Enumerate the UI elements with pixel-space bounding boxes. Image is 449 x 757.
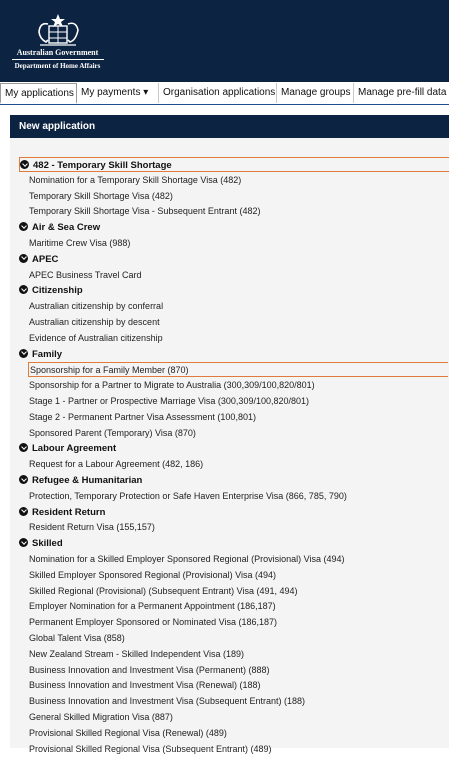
category-header[interactable]	[19, 441, 449, 456]
application-link[interactable]: Sponsorship for a Family Member (870)	[28, 362, 448, 377]
chevron-down-icon	[19, 349, 28, 358]
chevron-down-icon	[19, 254, 28, 263]
application-link[interactable]: Stage 2 - Permanent Partner Visa Assessment (100,801)	[29, 411, 256, 422]
org-line-1: Australian Government	[16, 48, 99, 57]
application-link[interactable]: Australian citizenship by descent	[29, 317, 160, 327]
application-link[interactable]: Global Talent Visa (858)	[29, 633, 125, 643]
tab-my-applications[interactable]: My applications	[0, 83, 77, 104]
application-link[interactable]: Provisional Skilled Regional Visa (Renewal) (489)	[29, 727, 227, 738]
application-link[interactable]: Employer Nomination for a Permanent Appointment (186,187)	[29, 601, 276, 612]
application-link[interactable]: Permanent Employer Sponsored or Nominated Visa (186,187)	[29, 617, 277, 628]
category-header[interactable]	[19, 157, 449, 172]
chevron-down-icon	[19, 538, 28, 547]
application-link[interactable]: Skilled Employer Sponsored Regional (Provisional) Visa (494)	[29, 569, 276, 580]
application-link[interactable]: General Skilled Migration Visa (887)	[29, 712, 173, 722]
category-header[interactable]	[19, 220, 449, 235]
chevron-down-icon	[19, 222, 28, 231]
application-link[interactable]: Protection, Temporary Protection or Safe Haven Enterprise Visa (866, 785, 790)	[29, 490, 347, 501]
application-link[interactable]: Business Innovation and Investment Visa (Renewal) (188)	[29, 680, 261, 691]
chevron-down-icon	[19, 475, 28, 484]
chevron-down-icon	[19, 507, 28, 516]
application-link[interactable]: Sponsorship for a Partner to Migrate to Australia (300,309/100,820/801)	[29, 380, 315, 391]
application-link[interactable]: Stage 1 - Partner or Prospective Marriage Visa (300,309/100,820/801)	[29, 396, 309, 406]
category-header[interactable]	[19, 283, 449, 298]
tab-organisation-applications[interactable]: Organisation applications	[159, 83, 277, 103]
application-link[interactable]: Skilled Regional (Provisional) (Subsequent Entrant) Visa (491, 494)	[29, 585, 298, 596]
category-label: 482 - Temporary Skill Shortage	[33, 160, 172, 171]
application-link[interactable]: New Zealand Stream - Skilled Independent Visa (189)	[29, 648, 244, 659]
application-link[interactable]: Maritime Crew Visa (988)	[29, 238, 131, 248]
application-link[interactable]: Nomination for a Skilled Employer Sponsored Regional (Provisional) Visa (494)	[29, 554, 345, 564]
category-label: Air & Sea Crew	[32, 222, 101, 234]
chevron-down-icon	[19, 285, 28, 294]
application-link[interactable]: Nomination for a Temporary Skill Shortage Visa (482)	[29, 174, 242, 185]
application-link[interactable]: Australian citizenship by conferral	[29, 301, 164, 312]
category-label: Citizenship	[32, 285, 83, 297]
application-link[interactable]: Provisional Skilled Regional Visa (Subsequent Entrant) (489)	[29, 743, 272, 754]
category-header[interactable]	[19, 252, 449, 267]
category-header[interactable]	[19, 505, 449, 520]
category-label: Skilled	[32, 538, 63, 550]
application-link[interactable]: Sponsored Parent (Temporary) Visa (870)	[29, 427, 196, 438]
application-link[interactable]: Business Innovation and Investment Visa (Subsequent Entrant) (188)	[29, 696, 305, 707]
category-header[interactable]	[19, 473, 449, 488]
panel-title: New application	[10, 115, 449, 138]
application-link[interactable]: Business Innovation and Investment Visa (Permanent) (888)	[29, 664, 270, 675]
application-link[interactable]: Evidence of Australian citizenship	[29, 332, 163, 343]
category-label: APEC	[32, 253, 59, 265]
tab-manage-prefill-data[interactable]: Manage pre-fill data	[358, 87, 447, 98]
application-link[interactable]: Temporary Skill Shortage Visa - Subsequent Entrant (482)	[29, 206, 261, 217]
chevron-down-icon	[19, 443, 28, 452]
category-header[interactable]	[19, 347, 449, 362]
category-label: Refugee & Humanitarian	[32, 475, 143, 486]
application-link[interactable]: Temporary Skill Shortage Visa (482)	[29, 190, 173, 201]
category-header[interactable]	[19, 536, 449, 551]
application-link[interactable]: APEC Business Travel Card	[29, 269, 142, 280]
application-link[interactable]: Request for a Labour Agreement (482, 186)	[29, 459, 204, 470]
tab-my-payments[interactable]: My payments ▾	[77, 83, 159, 103]
tab-manage-groups[interactable]: Manage groups	[277, 83, 354, 103]
category-label: Family	[32, 348, 63, 360]
chevron-down-icon	[20, 160, 29, 169]
org-line-2: Department of Home Affairs	[14, 62, 101, 70]
application-link[interactable]: Resident Return Visa (155,157)	[29, 522, 155, 533]
category-label: Resident Return	[32, 506, 106, 518]
category-label: Labour Agreement	[32, 443, 117, 455]
